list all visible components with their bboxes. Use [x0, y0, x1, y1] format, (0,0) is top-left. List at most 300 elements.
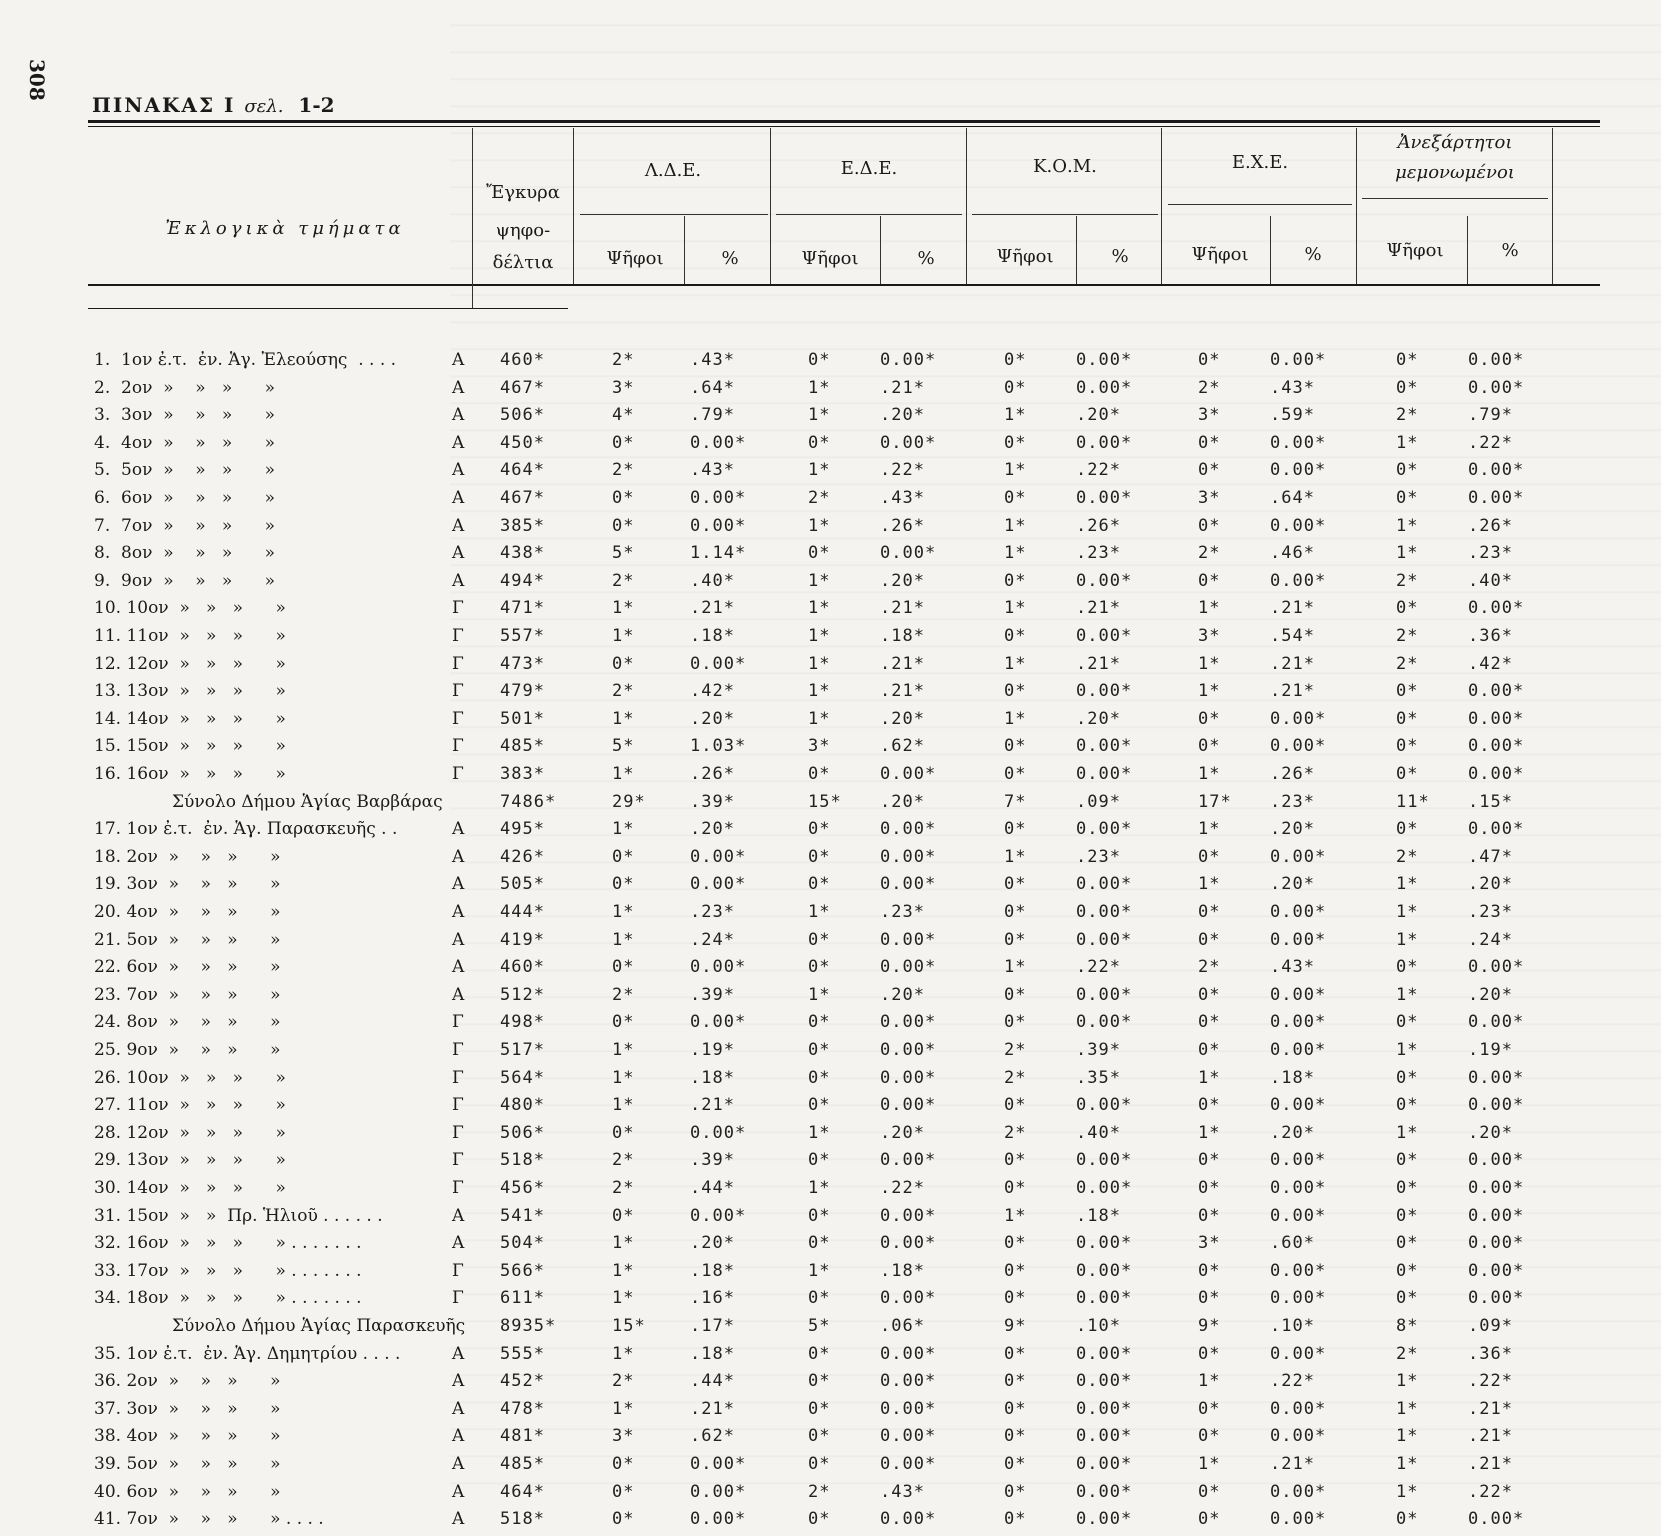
pct-cell: 0.00* [1076, 570, 1133, 591]
votes-cell: 2* [1396, 626, 1419, 646]
votes-cell: 1* [612, 626, 635, 646]
votes-cell: 0* [1004, 1150, 1027, 1171]
pct-cell: 0.00* [1468, 1067, 1525, 1088]
votes-cell: 1* [808, 1122, 831, 1143]
section-label: 39. 5ον » » » » [94, 1454, 281, 1474]
pct-cell: 0.00* [1270, 1343, 1327, 1364]
votes-cell: 1* [612, 1233, 635, 1254]
pct-cell: .26* [1468, 515, 1513, 536]
votes-cell: 0* [1004, 736, 1027, 757]
pct-cell: 0.00* [1076, 929, 1133, 950]
votes-cell: 0* [1396, 1178, 1419, 1198]
votes-cell: 0* [1396, 1260, 1419, 1281]
votes-cell: 2* [1004, 1122, 1027, 1143]
pct-cell: .64* [1270, 488, 1315, 508]
votes-cell: 0* [1396, 1205, 1419, 1226]
pct-cell: 0.00* [1468, 350, 1525, 370]
pct-cell: .23* [1468, 902, 1513, 922]
pct-cell: .59* [1270, 405, 1315, 426]
votes-cell: 1* [1396, 1426, 1419, 1447]
section-label: 17. 1ον ἐ.τ. ἐν. Ἁγ. Παρασκευῆς . . [94, 819, 398, 840]
pct-cell: 0.00* [1468, 1288, 1525, 1309]
pct-cell: .43* [690, 350, 735, 370]
section-label: 33. 17ον » » » » . . . . . . . [94, 1260, 362, 1281]
votes-cell: 0* [1004, 377, 1027, 398]
pct-cell: .21* [690, 1095, 735, 1116]
pct-cell: 0.00* [690, 488, 747, 508]
pct-cell: 0.00* [880, 432, 937, 453]
section-label: 10. 10ον » » » » [94, 598, 286, 619]
votes-cell: 3* [1198, 626, 1221, 646]
pct-cell: .21* [880, 598, 925, 619]
valid-ballots: 498* [500, 1012, 545, 1033]
section-type: Α [452, 984, 465, 1005]
table-row [0, 516, 1661, 543]
pct-cell: 0.00* [880, 1288, 937, 1309]
votes-cell: 3* [1198, 1233, 1221, 1254]
table-row [0, 819, 1661, 846]
votes-cell: 1* [612, 1398, 635, 1419]
pct-cell: 0.00* [690, 653, 747, 674]
table-row [0, 1068, 1661, 1095]
table-row [0, 847, 1661, 874]
pct-cell: 0.00* [1468, 1205, 1525, 1226]
votes-cell: 9* [1004, 1316, 1027, 1336]
table-row [0, 433, 1661, 460]
pct-cell: 0.00* [1270, 1288, 1327, 1309]
votes-cell: 2* [612, 570, 635, 591]
votes-cell: 0* [808, 1040, 831, 1060]
section-type: Α [452, 1343, 465, 1364]
header-valid-line1: Ἔγκυρα [486, 182, 560, 203]
pct-cell: 0.00* [690, 515, 747, 536]
pct-cell: .21* [1076, 598, 1121, 619]
pct-cell: 0.00* [1076, 819, 1133, 840]
pct-cell: 0.00* [1076, 1371, 1133, 1392]
section-type: Γ [452, 1040, 464, 1060]
pct-cell: .21* [1076, 653, 1121, 674]
pct-cell: 0.00* [1270, 1426, 1327, 1447]
pct-cell: .21* [880, 653, 925, 674]
pct-cell: 0.00* [1076, 736, 1133, 757]
section-label: 18. 2ον » » » » [94, 846, 281, 867]
votes-cell: 1* [1004, 708, 1027, 729]
header-divider [1161, 128, 1162, 284]
pct-cell: .64* [690, 377, 735, 398]
pct-cell: 0.00* [1076, 1398, 1133, 1419]
votes-cell: 1* [808, 1178, 831, 1198]
votes-cell: 1* [1004, 1205, 1027, 1226]
header-party-lde: Λ.Δ.Ε. [644, 160, 702, 181]
votes-cell: 0* [1396, 1012, 1419, 1033]
votes-cell: 0* [1004, 681, 1027, 702]
pct-cell: 0.00* [1468, 819, 1525, 840]
votes-cell: 0* [1004, 929, 1027, 950]
votes-cell: 0* [1004, 1178, 1027, 1198]
header-party-exe: Ε.Χ.Ε. [1231, 152, 1289, 173]
valid-ballots: 566* [500, 1260, 545, 1281]
section-label: 24. 8ον » » » » [94, 1012, 281, 1033]
pct-cell: .44* [690, 1178, 735, 1198]
votes-cell: 1* [808, 405, 831, 426]
table-row [0, 1288, 1661, 1315]
section-type: Α [452, 488, 465, 508]
top-rule-thick [88, 120, 1600, 123]
pct-cell: .20* [1468, 874, 1513, 895]
pct-cell: 0.00* [1468, 1095, 1525, 1116]
pct-cell: .23* [880, 902, 925, 922]
section-label: 30. 14ον » » » » [94, 1178, 286, 1198]
valid-ballots: 7486* [500, 791, 557, 812]
pct-cell: 0.00* [880, 1343, 937, 1364]
section-type: Γ [452, 681, 464, 702]
pct-cell: 0.00* [1468, 1012, 1525, 1033]
votes-cell: 0* [1198, 929, 1221, 950]
votes-cell: 1* [1396, 1454, 1419, 1474]
votes-cell: 2* [1396, 846, 1419, 867]
votes-cell: 1* [808, 653, 831, 674]
page-number: 308 [25, 59, 49, 101]
section-label: 8. 8ον » » » » [94, 543, 276, 564]
votes-cell: 1* [1396, 1122, 1419, 1143]
pct-cell: .21* [1468, 1398, 1513, 1419]
section-type: Γ [452, 764, 464, 784]
valid-ballots: 450* [500, 432, 545, 453]
votes-cell: 0* [808, 1233, 831, 1254]
valid-ballots: 505* [500, 874, 545, 895]
votes-cell: 0* [1198, 432, 1221, 453]
section-label: 25. 9ον » » » » [94, 1040, 281, 1060]
votes-cell: 1* [808, 708, 831, 729]
votes-cell: 1* [808, 515, 831, 536]
valid-ballots: 460* [500, 350, 545, 370]
votes-cell: 0* [612, 432, 635, 453]
votes-cell: 1* [1198, 1122, 1221, 1143]
pct-cell: 0.00* [1270, 1150, 1327, 1171]
pct-cell: .40* [1468, 570, 1513, 591]
votes-cell: 0* [808, 874, 831, 895]
pct-cell: 0.00* [1076, 626, 1133, 646]
section-label: 16. 16ον » » » » [94, 764, 286, 784]
votes-cell: 1* [808, 902, 831, 922]
pct-cell: 0.00* [1270, 1205, 1327, 1226]
pct-cell: 0.00* [1076, 984, 1133, 1005]
pct-cell: 0.00* [1468, 1233, 1525, 1254]
votes-cell: 9* [1198, 1316, 1221, 1336]
votes-cell: 0* [808, 1454, 831, 1474]
votes-cell: 1* [1198, 819, 1221, 840]
pct-cell: 0.00* [880, 764, 937, 784]
votes-cell: 0* [1004, 432, 1027, 453]
pct-cell: .21* [880, 377, 925, 398]
pct-cell: 0.00* [1076, 350, 1133, 370]
section-label: 38. 4ον » » » » [94, 1426, 281, 1447]
votes-cell: 0* [1198, 515, 1221, 536]
total-label: Σύνολο Δήμου Ἁγίας Παρασκευῆς [172, 1316, 466, 1336]
votes-cell: 0* [808, 1343, 831, 1364]
votes-cell: 0* [1396, 708, 1419, 729]
votes-cell: 0* [1198, 1095, 1221, 1116]
pct-cell: .16* [690, 1288, 735, 1309]
subheader-divider [880, 216, 881, 284]
table-title-text: ΠΙΝΑΚΑΣ Ι [92, 93, 236, 117]
table-title-sub: σελ. [244, 96, 284, 117]
table-row [0, 350, 1661, 377]
pct-cell: .18* [1076, 1205, 1121, 1226]
section-type: Γ [452, 1288, 464, 1309]
votes-cell: 0* [612, 957, 635, 978]
top-rule-thin [88, 126, 1600, 127]
votes-cell: 1* [1396, 902, 1419, 922]
section-type: Α [452, 432, 465, 453]
subheader-divider [1467, 216, 1468, 284]
pct-cell: 0.00* [880, 1426, 937, 1447]
pct-cell: 0.00* [1270, 1398, 1327, 1419]
valid-ballots: 485* [500, 736, 545, 757]
votes-cell: 0* [808, 1371, 831, 1392]
pct-cell: 0.00* [880, 1012, 937, 1033]
pct-cell: .20* [1270, 1122, 1315, 1143]
section-type: Α [452, 846, 465, 867]
votes-cell: 3* [1198, 405, 1221, 426]
header-sections: Ἐκλογικὰ τμήματα [165, 218, 405, 239]
pct-cell: 0.00* [1076, 1095, 1133, 1116]
table-row [0, 1509, 1661, 1536]
votes-cell: 3* [612, 1426, 635, 1447]
votes-cell: 1* [1004, 460, 1027, 481]
section-label: 32. 16ον » » » » . . . . . . . [94, 1233, 362, 1254]
pct-cell: 0.00* [690, 1122, 747, 1143]
valid-ballots: 518* [500, 1509, 545, 1530]
pct-cell: 0.00* [880, 1371, 937, 1392]
section-type: Α [452, 570, 465, 591]
pct-cell: .18* [690, 1260, 735, 1281]
pct-cell: .79* [690, 405, 735, 426]
pct-cell: .26* [690, 764, 735, 784]
pct-cell: .18* [690, 1343, 735, 1364]
pct-cell: .23* [690, 902, 735, 922]
table-row [0, 571, 1661, 598]
pct-cell: 0.00* [1270, 570, 1327, 591]
pct-cell: .22* [1076, 957, 1121, 978]
valid-ballots: 464* [500, 460, 545, 481]
pct-cell: .21* [1270, 653, 1315, 674]
section-type: Α [452, 350, 465, 370]
valid-ballots: 495* [500, 819, 545, 840]
section-label: 21. 5ον » » » » [94, 929, 281, 950]
pct-cell: 0.00* [690, 1454, 747, 1474]
pct-cell: .43* [1270, 957, 1315, 978]
votes-cell: 1* [808, 377, 831, 398]
table-row [0, 1012, 1661, 1039]
pct-cell: .20* [690, 708, 735, 729]
table-row [0, 654, 1661, 681]
pct-cell: 0.00* [1468, 488, 1525, 508]
votes-cell: 1* [1396, 1040, 1419, 1060]
valid-ballots: 438* [500, 543, 545, 564]
pct-cell: .21* [1270, 598, 1315, 619]
votes-cell: 5* [808, 1316, 831, 1336]
pct-cell: .20* [880, 791, 925, 812]
valid-ballots: 383* [500, 764, 545, 784]
votes-cell: 1* [1396, 515, 1419, 536]
table-row [0, 405, 1661, 432]
votes-cell: 0* [808, 764, 831, 784]
valid-ballots: 419* [500, 929, 545, 950]
pct-cell: 0.00* [880, 543, 937, 564]
votes-cell: 29* [612, 791, 646, 812]
table-row [0, 626, 1661, 653]
valid-ballots: 473* [500, 653, 545, 674]
votes-cell: 0* [1396, 598, 1419, 619]
section-label: 36. 2ον » » » » [94, 1371, 281, 1392]
header-independents-line1: Ἀνεξάρτητοι [1397, 132, 1513, 153]
section-label: 4. 4ον » » » » [94, 432, 276, 453]
section-label: 15. 15ον » » » » [94, 736, 286, 757]
votes-cell: 2* [612, 984, 635, 1005]
votes-cell: 1* [808, 984, 831, 1005]
votes-cell: 0* [612, 1481, 635, 1502]
section-type: Γ [452, 708, 464, 729]
votes-cell: 0* [1396, 736, 1419, 757]
votes-cell: 1* [1396, 1398, 1419, 1419]
table-row [0, 1206, 1661, 1233]
pct-cell: .21* [690, 1398, 735, 1419]
votes-cell: 0* [808, 1067, 831, 1088]
table-row [0, 874, 1661, 901]
votes-cell: 0* [1198, 1040, 1221, 1060]
pct-cell: .21* [690, 598, 735, 619]
votes-cell: 1* [808, 460, 831, 481]
section-type: Α [452, 1371, 465, 1392]
party-underline [1362, 198, 1548, 199]
valid-ballots: 479* [500, 681, 545, 702]
section-type: Α [452, 957, 465, 978]
pct-cell: 0.00* [1076, 1288, 1133, 1309]
votes-cell: 3* [1198, 488, 1221, 508]
votes-cell: 1* [612, 1095, 635, 1116]
pct-cell: .20* [1076, 708, 1121, 729]
section-label: 11. 11ον » » » » [94, 626, 286, 646]
section-label: 23. 7ον » » » » [94, 984, 281, 1005]
table-title [92, 93, 335, 117]
votes-cell: 1* [1198, 653, 1221, 674]
valid-ballots: 480* [500, 1095, 545, 1116]
header-pct: % [1501, 240, 1519, 261]
votes-cell: 2* [612, 350, 635, 370]
votes-cell: 0* [1004, 1288, 1027, 1309]
table-row [0, 1233, 1661, 1260]
pct-cell: .10* [1076, 1316, 1121, 1336]
pct-cell: .23* [1270, 791, 1315, 812]
votes-cell: 2* [1198, 957, 1221, 978]
table-row [0, 1040, 1661, 1067]
votes-cell: 0* [808, 1205, 831, 1226]
header-votes: Ψῆφοι [1386, 240, 1444, 261]
votes-cell: 0* [1004, 1343, 1027, 1364]
votes-cell: 0* [1198, 350, 1221, 370]
votes-cell: 2* [1396, 653, 1419, 674]
pct-cell: .54* [1270, 626, 1315, 646]
header-pct: % [1111, 246, 1129, 267]
pct-cell: 0.00* [880, 819, 937, 840]
pct-cell: .23* [1076, 543, 1121, 564]
votes-cell: 0* [1198, 1150, 1221, 1171]
votes-cell: 2* [1396, 1343, 1419, 1364]
pct-cell: 0.00* [880, 1205, 937, 1226]
pct-cell: 0.00* [1270, 1095, 1327, 1116]
votes-cell: 0* [1396, 1288, 1419, 1309]
votes-cell: 0* [612, 874, 635, 895]
subheader-divider [1270, 216, 1271, 284]
pct-cell: 0.00* [1468, 460, 1525, 481]
votes-cell: 1* [1198, 1067, 1221, 1088]
votes-cell: 0* [1396, 957, 1419, 978]
section-type: Α [452, 1426, 465, 1447]
section-type: Γ [452, 736, 464, 757]
votes-cell: 0* [612, 846, 635, 867]
votes-cell: 1* [808, 598, 831, 619]
votes-cell: 1* [1396, 929, 1419, 950]
votes-cell: 0* [1004, 350, 1027, 370]
pct-cell: .21* [1270, 1454, 1315, 1474]
valid-ballots: 471* [500, 598, 545, 619]
votes-cell: 1* [1198, 1371, 1221, 1392]
pct-cell: 0.00* [1076, 764, 1133, 784]
section-type: Α [452, 405, 465, 426]
pct-cell: .39* [690, 791, 735, 812]
section-type: Α [452, 543, 465, 564]
votes-cell: 11* [1396, 791, 1430, 812]
section-label: 13. 13ον » » » » [94, 681, 286, 702]
pct-cell: 0.00* [1468, 1178, 1525, 1198]
section-type: Γ [452, 1012, 464, 1033]
pct-cell: .42* [690, 681, 735, 702]
valid-ballots: 564* [500, 1067, 545, 1088]
pct-cell: 0.00* [1270, 1481, 1327, 1502]
votes-cell: 0* [1198, 708, 1221, 729]
section-label: 12. 12ον » » » » [94, 653, 286, 674]
pct-cell: 0.00* [690, 846, 747, 867]
pct-cell: .36* [1468, 1343, 1513, 1364]
table-row [0, 488, 1661, 515]
pct-cell: .20* [1270, 819, 1315, 840]
votes-cell: 2* [612, 681, 635, 702]
votes-cell: 0* [612, 488, 635, 508]
pct-cell: 0.00* [1076, 1150, 1133, 1171]
votes-cell: 0* [1004, 764, 1027, 784]
votes-cell: 1* [808, 570, 831, 591]
valid-ballots: 555* [500, 1343, 545, 1364]
valid-ballots: 481* [500, 1426, 545, 1447]
section-type: Α [452, 460, 465, 481]
pct-cell: .24* [690, 929, 735, 950]
table-row [0, 1371, 1661, 1398]
votes-cell: 1* [1004, 957, 1027, 978]
pct-cell: 0.00* [1270, 460, 1327, 481]
pct-cell: .43* [1270, 377, 1315, 398]
section-label: 35. 1ον ἐ.τ. ἐν. Ἁγ. Δημητρίου . . . . [94, 1343, 401, 1364]
pct-cell: 0.00* [880, 1040, 937, 1060]
valid-ballots: 8935* [500, 1316, 557, 1336]
table-row [0, 378, 1661, 405]
pct-cell: 0.00* [880, 1095, 937, 1116]
pct-cell: 0.00* [1076, 1233, 1133, 1254]
pct-cell: 0.00* [690, 957, 747, 978]
header-divider [770, 128, 771, 284]
pct-cell: 0.00* [1270, 432, 1327, 453]
pct-cell: .17* [690, 1316, 735, 1336]
